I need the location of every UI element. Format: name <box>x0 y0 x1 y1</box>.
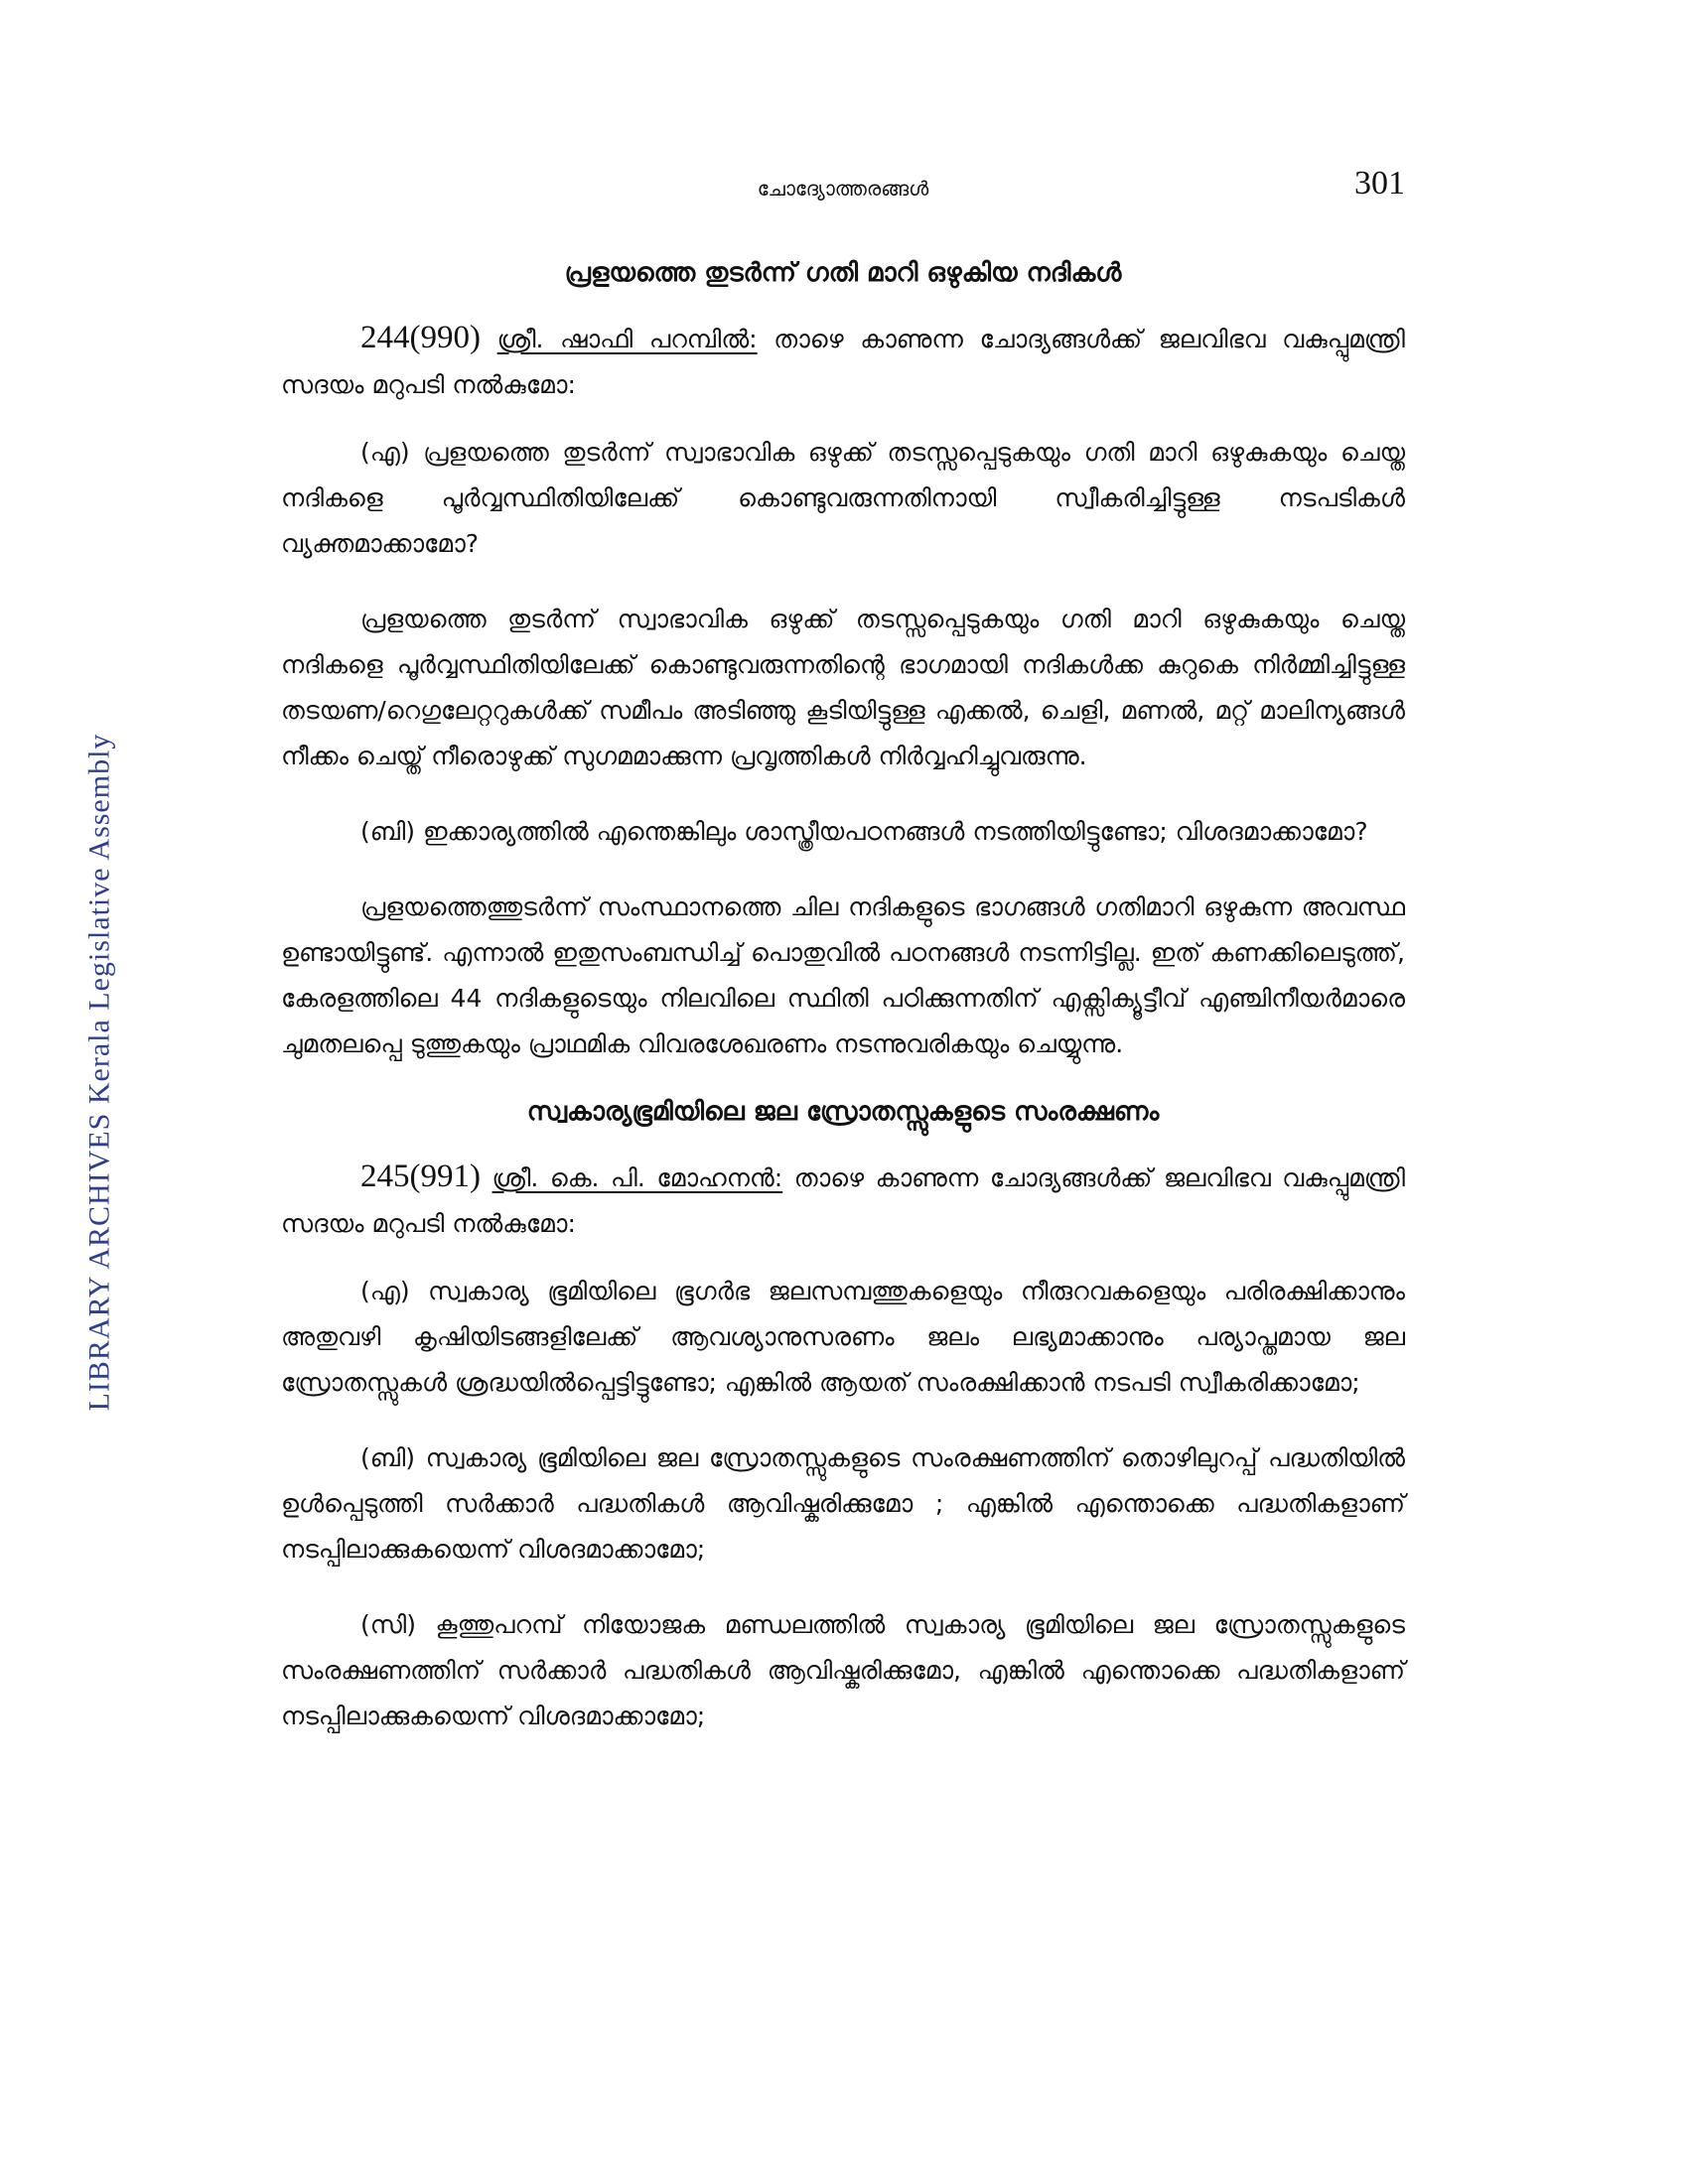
page-number: 301 <box>1354 165 1405 202</box>
question-intro-text: താഴെ കാണുന്ന ചോദ്യങ്ങൾക്ക് ജലവിഭവ വകുപ്പുമന്ത്രി സദയം മറുപടി നൽകുമോ: <box>281 1163 1405 1238</box>
question-part-a: (എ) സ്വകാര്യ ഭൂമിയിലെ ഭൂഗർഭ ജലസമ്പത്തുകളെയും നീരുറവകളെയും പരിരക്ഷിക്കാനും അതുവഴി കൃഷിയിടങ്ങളിലേക്ക് ആവശ്യാനുസരണം ജലം ലഭ്യമാക്കാനും പര്യാപ്തമായ ജല സ്രോതസ്സുകൾ ശ്രദ്ധയിൽപ്പെട്ടിട്ടുണ്ടോ; എങ്കിൽ ആയത് സംരക്ഷിക്കാൻ നടപടി സ്വീകരിക്കാമോ; <box>281 1277 1405 1397</box>
question-section-245 <box>281 1097 1405 1739</box>
page-header <box>281 159 1405 228</box>
question-section-244 <box>281 258 1405 1067</box>
question-intro-text: താഴെ കാണുന്ന ചോദ്യങ്ങൾക്ക് ജലവിഭവ വകുപ്പുമന്ത്രി സദയം മറുപടി നൽകുമോ: <box>281 325 1405 399</box>
answer-part-b: പ്രളയത്തെത്തുടർന്ന് സംസ്ഥാനത്തെ ചില നദികളുടെ ഭാഗങ്ങൾ ഗതിമാറി ഒഴുകുന്ന അവസ്ഥ ഉണ്ടായിട്ടുണ്ട്. എന്നാൽ ഇതുസംബന്ധിച്ച് പൊതുവിൽ പഠനങ്ങൾ നടന്നിട്ടില്ല. ഇത് കണക്കിലെടുത്ത്, കേരളത്തിലെ 44 നദികളുടെയും നിലവിലെ സ്ഥിതി പഠിക്കുന്നതിന് എക്സിക്യൂട്ടീവ് എഞ്ചിനീയർമാരെ ചുമതലപ്പെ ടുത്തുകയും പ്രാഥമിക വിവരശേഖരണം നടന്നുവരികയും ചെയ്യുന്നു. <box>281 892 1405 1058</box>
document-page <box>281 159 1405 1769</box>
member-name: ശ്രീ. ഷാഫി പറമ്പിൽ: <box>496 325 758 353</box>
question-intro <box>281 315 1405 408</box>
archive-watermark <box>60 695 139 1449</box>
question-number: 245(991) <box>360 1159 481 1194</box>
section-heading: സ്വകാര്യഭൂമിയിലെ ജല സ്രോതസ്സുകളുടെ സംരക്ഷണം <box>526 1097 1160 1127</box>
question-part-b: (ബി) ഇക്കാര്യത്തിൽ എന്തെങ്കിലും ശാസ്ത്രീയപഠനങ്ങൾ നടത്തിയിട്ടുണ്ടോ; വിശദമാക്കാമോ? <box>360 817 1368 846</box>
answer-part-a: പ്രളയത്തെ തുടർന്ന് സ്വാഭാവിക ഒഴുക്ക് തടസ്സപ്പെടുകയും ഗതി മാറി ഒഴുകുകയും ചെയ്ത നദികളെ പൂർവ്വസ്ഥിതിയിലേക്ക് കൊണ്ടുവരുന്നതിന്റെ ഭാഗമായി നദികൾക്ക കുറുകെ നിർമ്മിച്ചിട്ടുള്ള തടയണ/റെഗുലേറ്ററുകൾക്ക് സമീപം അടിഞ്ഞു കൂടിയിട്ടുള്ള എക്കൽ, ചെളി, മണൽ, മറ്റ് മാലിന്യങ്ങൾ നീക്കം ചെയ്ത് നീരൊഴുക്ക് സുഗമമാക്കുന്ന പ്രവൃത്തികൾ നിർവ്വഹിച്ചുവരുന്നു. <box>281 605 1405 770</box>
running-title: ചോദ്യോത്തരങ്ങൾ <box>757 177 929 201</box>
question-part-a: (എ) പ്രളയത്തെ തുടർന്ന് സ്വാഭാവിക ഒഴുക്ക് തടസ്സപ്പെടുകയും ഗതി മാറി ഒഴുകുകയും ചെയ്ത നദികളെ പൂർവ്വസ്ഥിതിയിലേക്ക് കൊണ്ടുവരുന്നതിനായി സ്വീകരിച്ചിട്ടുള്ള നടപടികൾ വ്യക്തമാക്കാമോ? <box>281 438 1405 558</box>
section-heading: പ്രളയത്തെ തുടർന്ന് ഗതി മാറി ഒഴുകിയ നദികൾ <box>564 258 1122 288</box>
watermark-text: LIBRARY ARCHIVES Kerala Legislative Assembly <box>82 733 115 1412</box>
question-part-c: (സി) കൂത്തുപറമ്പ് നിയോജക മണ്ഡലത്തിൽ സ്വകാര്യ ഭൂമിയിലെ ജല സ്രോതസ്സുകളുടെ സംരക്ഷണത്തിന് സർക്കാർ പദ്ധതികൾ ആവിഷ്കരിക്കുമോ, എങ്കിൽ എന്തൊക്കെ പദ്ധതികളാണ് നടപ്പിലാക്കുകയെന്ന് വിശദമാക്കാമോ; <box>281 1610 1405 1730</box>
question-intro <box>281 1154 1405 1247</box>
question-part-b: (ബി) സ്വകാര്യ ഭൂമിയിലെ ജല സ്രോതസ്സുകളുടെ സംരക്ഷണത്തിന് തൊഴിലുറപ്പ് പദ്ധതിയിൽ ഉൾപ്പെടുത്തി സർക്കാർ പദ്ധതികൾ ആവിഷ്കരിക്കുമോ ; എങ്കിൽ എന്തൊക്കെ പദ്ധതികളാണ് നടപ്പിലാക്കുകയെന്ന് വിശദമാക്കാമോ; <box>281 1443 1405 1564</box>
question-number: 244(990) <box>360 320 481 355</box>
member-name: ശ്രീ. കെ. പി. മോഹനൻ: <box>492 1163 783 1192</box>
